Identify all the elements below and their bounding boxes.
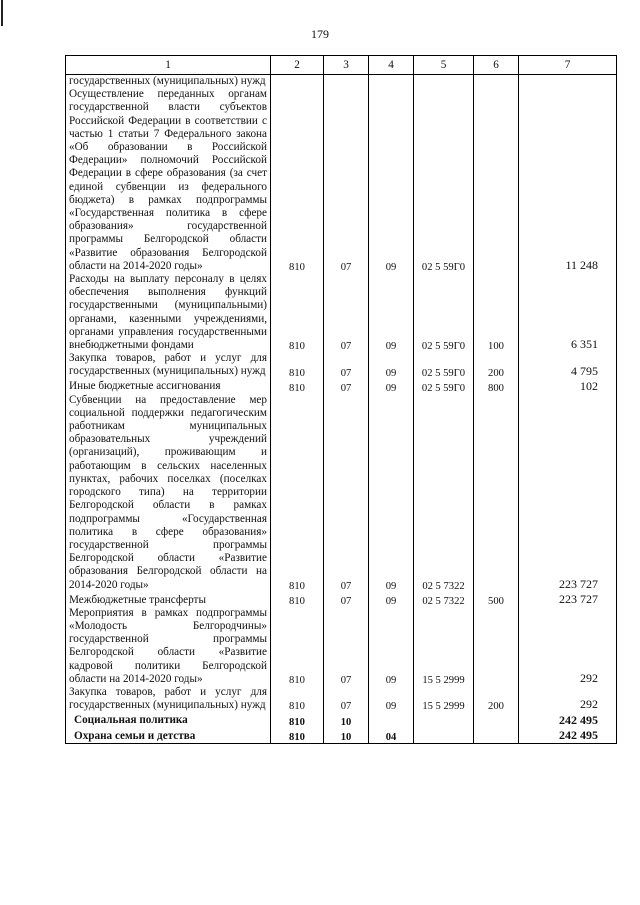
cell-admin-code: 810 [271, 592, 324, 607]
cell-admin-code: 810 [271, 394, 324, 592]
table-row [66, 394, 617, 592]
table-row [66, 728, 617, 744]
cell-amount: 4 795 [519, 352, 617, 378]
cell-expense-type [474, 607, 519, 686]
column-header-1: 1 [66, 56, 271, 75]
cell-section: 07 [324, 273, 369, 352]
cell-target-article: 02 5 59Г0 [414, 379, 474, 394]
cell-target-article [414, 75, 474, 89]
table-row [66, 379, 617, 394]
table-body [66, 75, 617, 744]
cell-target-article: 02 5 59Г0 [414, 88, 474, 273]
cell-section: 07 [324, 592, 369, 607]
cell-description: Осуществление переданных органам государственной власти субъектов Российской Федерации в соответствии с частью 1 статьи 7 Федерального закона «Об образовании в Российской Федерации» полномочий Российской Федерации в сфере образования (за счет единой субвенции из федерального бюджета) в рамках подпрограммы «Государственная политика в сфере образования» государственной программы Белгородской области «Развитие образования Белгородской области на 2014-2020 годы» [66, 88, 271, 273]
cell-section: 07 [324, 686, 369, 712]
cell-subsection: 09 [369, 686, 414, 712]
table-header [66, 56, 617, 75]
cell-target-article: 02 5 59Г0 [414, 352, 474, 378]
cell-expense-type: 500 [474, 592, 519, 607]
cell-amount: 223 727 [519, 394, 617, 592]
page-edge-mark [1, 0, 3, 26]
table-row [66, 592, 617, 607]
cell-section [324, 75, 369, 89]
column-header-4: 4 [369, 56, 414, 75]
table-row [66, 75, 617, 89]
cell-amount: 292 [519, 607, 617, 686]
cell-expense-type: 100 [474, 273, 519, 352]
cell-subsection: 09 [369, 88, 414, 273]
cell-description: Иные бюджетные ассигнования [66, 379, 271, 394]
cell-expense-type: 200 [474, 686, 519, 712]
cell-amount [519, 75, 617, 89]
cell-admin-code: 810 [271, 607, 324, 686]
cell-admin-code: 810 [271, 686, 324, 712]
cell-subsection: 09 [369, 352, 414, 378]
cell-description: Субвенции на предоставление мер социальной поддержки педагогическим работникам муниципальных образовательных учреждений (организаций), проживающим и работающим в сельских населенных пунктах, рабочих поселках (поселках городского типа) на территории Белгородской области в рамках подпрограммы «Государственная политика в сфере образования» государственной программы Белгородской области «Развитие образования Белгородской области на 2014-2020 годы» [66, 394, 271, 592]
cell-section: 07 [324, 88, 369, 273]
cell-description: Мероприятия в рамках подпрограммы «Молодость Белгородчины» государственной программы Белгородской области «Развитие кадровой политики Белгородской области на 2014-2020 годы» [66, 607, 271, 686]
cell-subsection [369, 75, 414, 89]
cell-admin-code: 810 [271, 88, 324, 273]
cell-amount: 11 248 [519, 88, 617, 273]
cell-expense-type [474, 88, 519, 273]
cell-target-article: 15 5 2999 [414, 607, 474, 686]
budget-table [65, 55, 617, 744]
cell-admin-code: 810 [271, 728, 324, 744]
cell-amount: 6 351 [519, 273, 617, 352]
cell-target-article: 02 5 7322 [414, 394, 474, 592]
cell-section: 10 [324, 728, 369, 744]
cell-admin-code: 810 [271, 712, 324, 727]
cell-expense-type: 200 [474, 352, 519, 378]
cell-target-article [414, 728, 474, 744]
cell-subsection: 09 [369, 273, 414, 352]
cell-description: Социальная политика [66, 712, 271, 727]
table-row [66, 712, 617, 727]
cell-expense-type [474, 712, 519, 727]
cell-expense-type [474, 75, 519, 89]
cell-amount: 242 495 [519, 728, 617, 744]
cell-section: 07 [324, 394, 369, 592]
cell-amount: 223 727 [519, 592, 617, 607]
cell-admin-code [271, 75, 324, 89]
cell-admin-code: 810 [271, 352, 324, 378]
cell-subsection: 09 [369, 592, 414, 607]
cell-expense-type [474, 728, 519, 744]
cell-description: Межбюджетные трансферты [66, 592, 271, 607]
column-header-7: 7 [519, 56, 617, 75]
cell-expense-type: 800 [474, 379, 519, 394]
cell-subsection: 04 [369, 728, 414, 744]
cell-subsection: 09 [369, 607, 414, 686]
table-row [66, 88, 617, 273]
table-row [66, 686, 617, 712]
cell-amount: 242 495 [519, 712, 617, 727]
cell-admin-code: 810 [271, 273, 324, 352]
cell-amount: 102 [519, 379, 617, 394]
cell-target-article: 02 5 7322 [414, 592, 474, 607]
cell-admin-code: 810 [271, 379, 324, 394]
cell-section: 07 [324, 352, 369, 378]
cell-target-article [414, 712, 474, 727]
page-number: 179 [311, 27, 329, 41]
table-row [66, 352, 617, 378]
cell-subsection [369, 712, 414, 727]
cell-description: Закупка товаров, работ и услуг для государственных (муниципальных) нужд [66, 352, 271, 378]
cell-description: Расходы на выплату персоналу в целях обеспечения выполнения функций государственными (муниципальными) органами, казенными учреждениями, органами управления государственными внебюджетными фондами [66, 273, 271, 352]
cell-description: государственных (муниципальных) нужд [66, 75, 271, 89]
cell-description: Закупка товаров, работ и услуг для государственных (муниципальных) нужд [66, 686, 271, 712]
cell-section: 10 [324, 712, 369, 727]
cell-target-article: 15 5 2999 [414, 686, 474, 712]
column-header-5: 5 [414, 56, 474, 75]
cell-target-article: 02 5 59Г0 [414, 273, 474, 352]
cell-subsection: 09 [369, 379, 414, 394]
table-row [66, 273, 617, 352]
cell-description: Охрана семьи и детства [66, 728, 271, 744]
cell-section: 07 [324, 607, 369, 686]
column-header-2: 2 [271, 56, 324, 75]
cell-subsection: 09 [369, 394, 414, 592]
cell-amount: 292 [519, 686, 617, 712]
table-row [66, 607, 617, 686]
column-header-3: 3 [324, 56, 369, 75]
cell-section: 07 [324, 379, 369, 394]
column-header-6: 6 [474, 56, 519, 75]
cell-expense-type [474, 394, 519, 592]
